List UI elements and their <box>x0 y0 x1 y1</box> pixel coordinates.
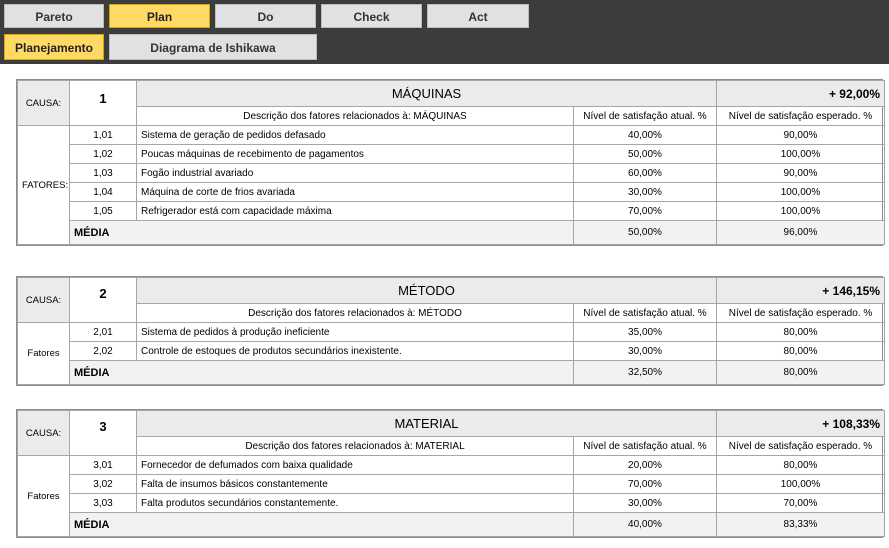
col-atual-header: Nível de satisfação atual. % <box>574 437 717 456</box>
media-label: MÉDIA <box>70 361 574 385</box>
media-label: MÉDIA <box>70 513 574 537</box>
factor-atual: 70,00% <box>574 202 717 221</box>
factor-atual: 30,00% <box>574 342 717 361</box>
col-atual-header: Nível de satisfação atual. % <box>574 304 717 323</box>
factor-esperado: 100,00% <box>717 145 885 164</box>
col-esperado-header: Nível de satisfação esperado. % <box>717 107 885 126</box>
factor-desc: Falta de insumos básicos constantemente <box>137 475 574 494</box>
factor-id: 2,01 <box>70 323 137 342</box>
factor-desc: Poucas máquinas de recebimento de pagamentos <box>137 145 574 164</box>
factor-desc: Controle de estoques de produtos secundários inexistente. <box>137 342 574 361</box>
factor-desc: Sistema de pedidos à produção ineficiente <box>137 323 574 342</box>
fatores-label: FATORES: <box>18 126 70 245</box>
ribbon-bar <box>0 0 889 64</box>
cause-improvement: + 92,00% <box>717 81 885 107</box>
factor-desc: Falta produtos secundários constantemente. <box>137 494 574 513</box>
col-esperado-header: Nível de satisfação esperado. % <box>717 437 885 456</box>
factor-id: 1,04 <box>70 183 137 202</box>
factor-esperado: 100,00% <box>717 202 885 221</box>
factor-atual: 40,00% <box>574 126 717 145</box>
causa-label: CAUSA: <box>18 411 70 456</box>
subtab-diagrama-ishikawa[interactable]: Diagrama de Ishikawa <box>109 34 317 60</box>
causa-label: CAUSA: <box>18 278 70 323</box>
factor-id: 2,02 <box>70 342 137 361</box>
factor-id: 1,03 <box>70 164 137 183</box>
factor-esperado: 80,00% <box>717 323 885 342</box>
desc-header: Descrição dos fatores relacionados à: MATERIAL <box>137 437 574 456</box>
factor-esperado: 90,00% <box>717 164 885 183</box>
cause-panel-material <box>16 409 883 538</box>
desc-header: Descrição dos fatores relacionados à: MÉTODO <box>137 304 574 323</box>
cause-improvement: + 146,15% <box>717 278 885 304</box>
factor-id: 3,02 <box>70 475 137 494</box>
tab-check[interactable]: Check <box>321 4 422 28</box>
factor-atual: 20,00% <box>574 456 717 475</box>
factor-esperado: 80,00% <box>717 342 885 361</box>
factor-id: 1,01 <box>70 126 137 145</box>
factor-atual: 70,00% <box>574 475 717 494</box>
media-label: MÉDIA <box>70 221 574 245</box>
factor-esperado: 80,00% <box>717 456 885 475</box>
factor-desc: Fogão industrial avariado <box>137 164 574 183</box>
factor-esperado: 70,00% <box>717 494 885 513</box>
factor-desc: Sistema de geração de pedidos defasado <box>137 126 574 145</box>
factor-id: 1,02 <box>70 145 137 164</box>
factor-atual: 50,00% <box>574 145 717 164</box>
col-esperado-header: Nível de satisfação esperado. % <box>717 304 885 323</box>
cause-title: MATERIAL <box>137 411 717 437</box>
factor-desc: Fornecedor de defumados com baixa qualidade <box>137 456 574 475</box>
fatores-label: Fatores <box>18 456 70 537</box>
factor-atual: 30,00% <box>574 183 717 202</box>
cause-improvement: + 108,33% <box>717 411 885 437</box>
factor-esperado: 100,00% <box>717 475 885 494</box>
factor-id: 1,05 <box>70 202 137 221</box>
cause-panel-maquinas <box>16 79 883 246</box>
factor-atual: 35,00% <box>574 323 717 342</box>
media-esperado: 96,00% <box>717 221 885 245</box>
media-esperado: 83,33% <box>717 513 885 537</box>
cause-title: MÁQUINAS <box>137 81 717 107</box>
fatores-label: Fatores <box>18 323 70 385</box>
tab-act[interactable]: Act <box>427 4 529 28</box>
media-atual: 40,00% <box>574 513 717 537</box>
factor-esperado: 100,00% <box>717 183 885 202</box>
tab-do[interactable]: Do <box>215 4 316 28</box>
factor-esperado: 90,00% <box>717 126 885 145</box>
factor-id: 3,03 <box>70 494 137 513</box>
tab-plan[interactable]: Plan <box>109 4 210 28</box>
media-esperado: 80,00% <box>717 361 885 385</box>
cause-panel-metodo <box>16 276 883 386</box>
col-atual-header: Nível de satisfação atual. % <box>574 107 717 126</box>
cause-number: 2 <box>70 278 137 323</box>
causa-label: CAUSA: <box>18 81 70 126</box>
cause-number: 1 <box>70 81 137 126</box>
factor-atual: 30,00% <box>574 494 717 513</box>
media-atual: 32,50% <box>574 361 717 385</box>
factor-desc: Máquina de corte de frios avariada <box>137 183 574 202</box>
media-atual: 50,00% <box>574 221 717 245</box>
factor-id: 3,01 <box>70 456 137 475</box>
cause-title: MÉTODO <box>137 278 717 304</box>
cause-number: 3 <box>70 411 137 456</box>
desc-header: Descrição dos fatores relacionados à: MÁQUINAS <box>137 107 574 126</box>
tab-pareto[interactable]: Pareto <box>4 4 104 28</box>
subtab-planejamento[interactable]: Planejamento <box>4 34 104 60</box>
factor-atual: 60,00% <box>574 164 717 183</box>
factor-desc: Refrigerador está com capacidade máxima <box>137 202 574 221</box>
